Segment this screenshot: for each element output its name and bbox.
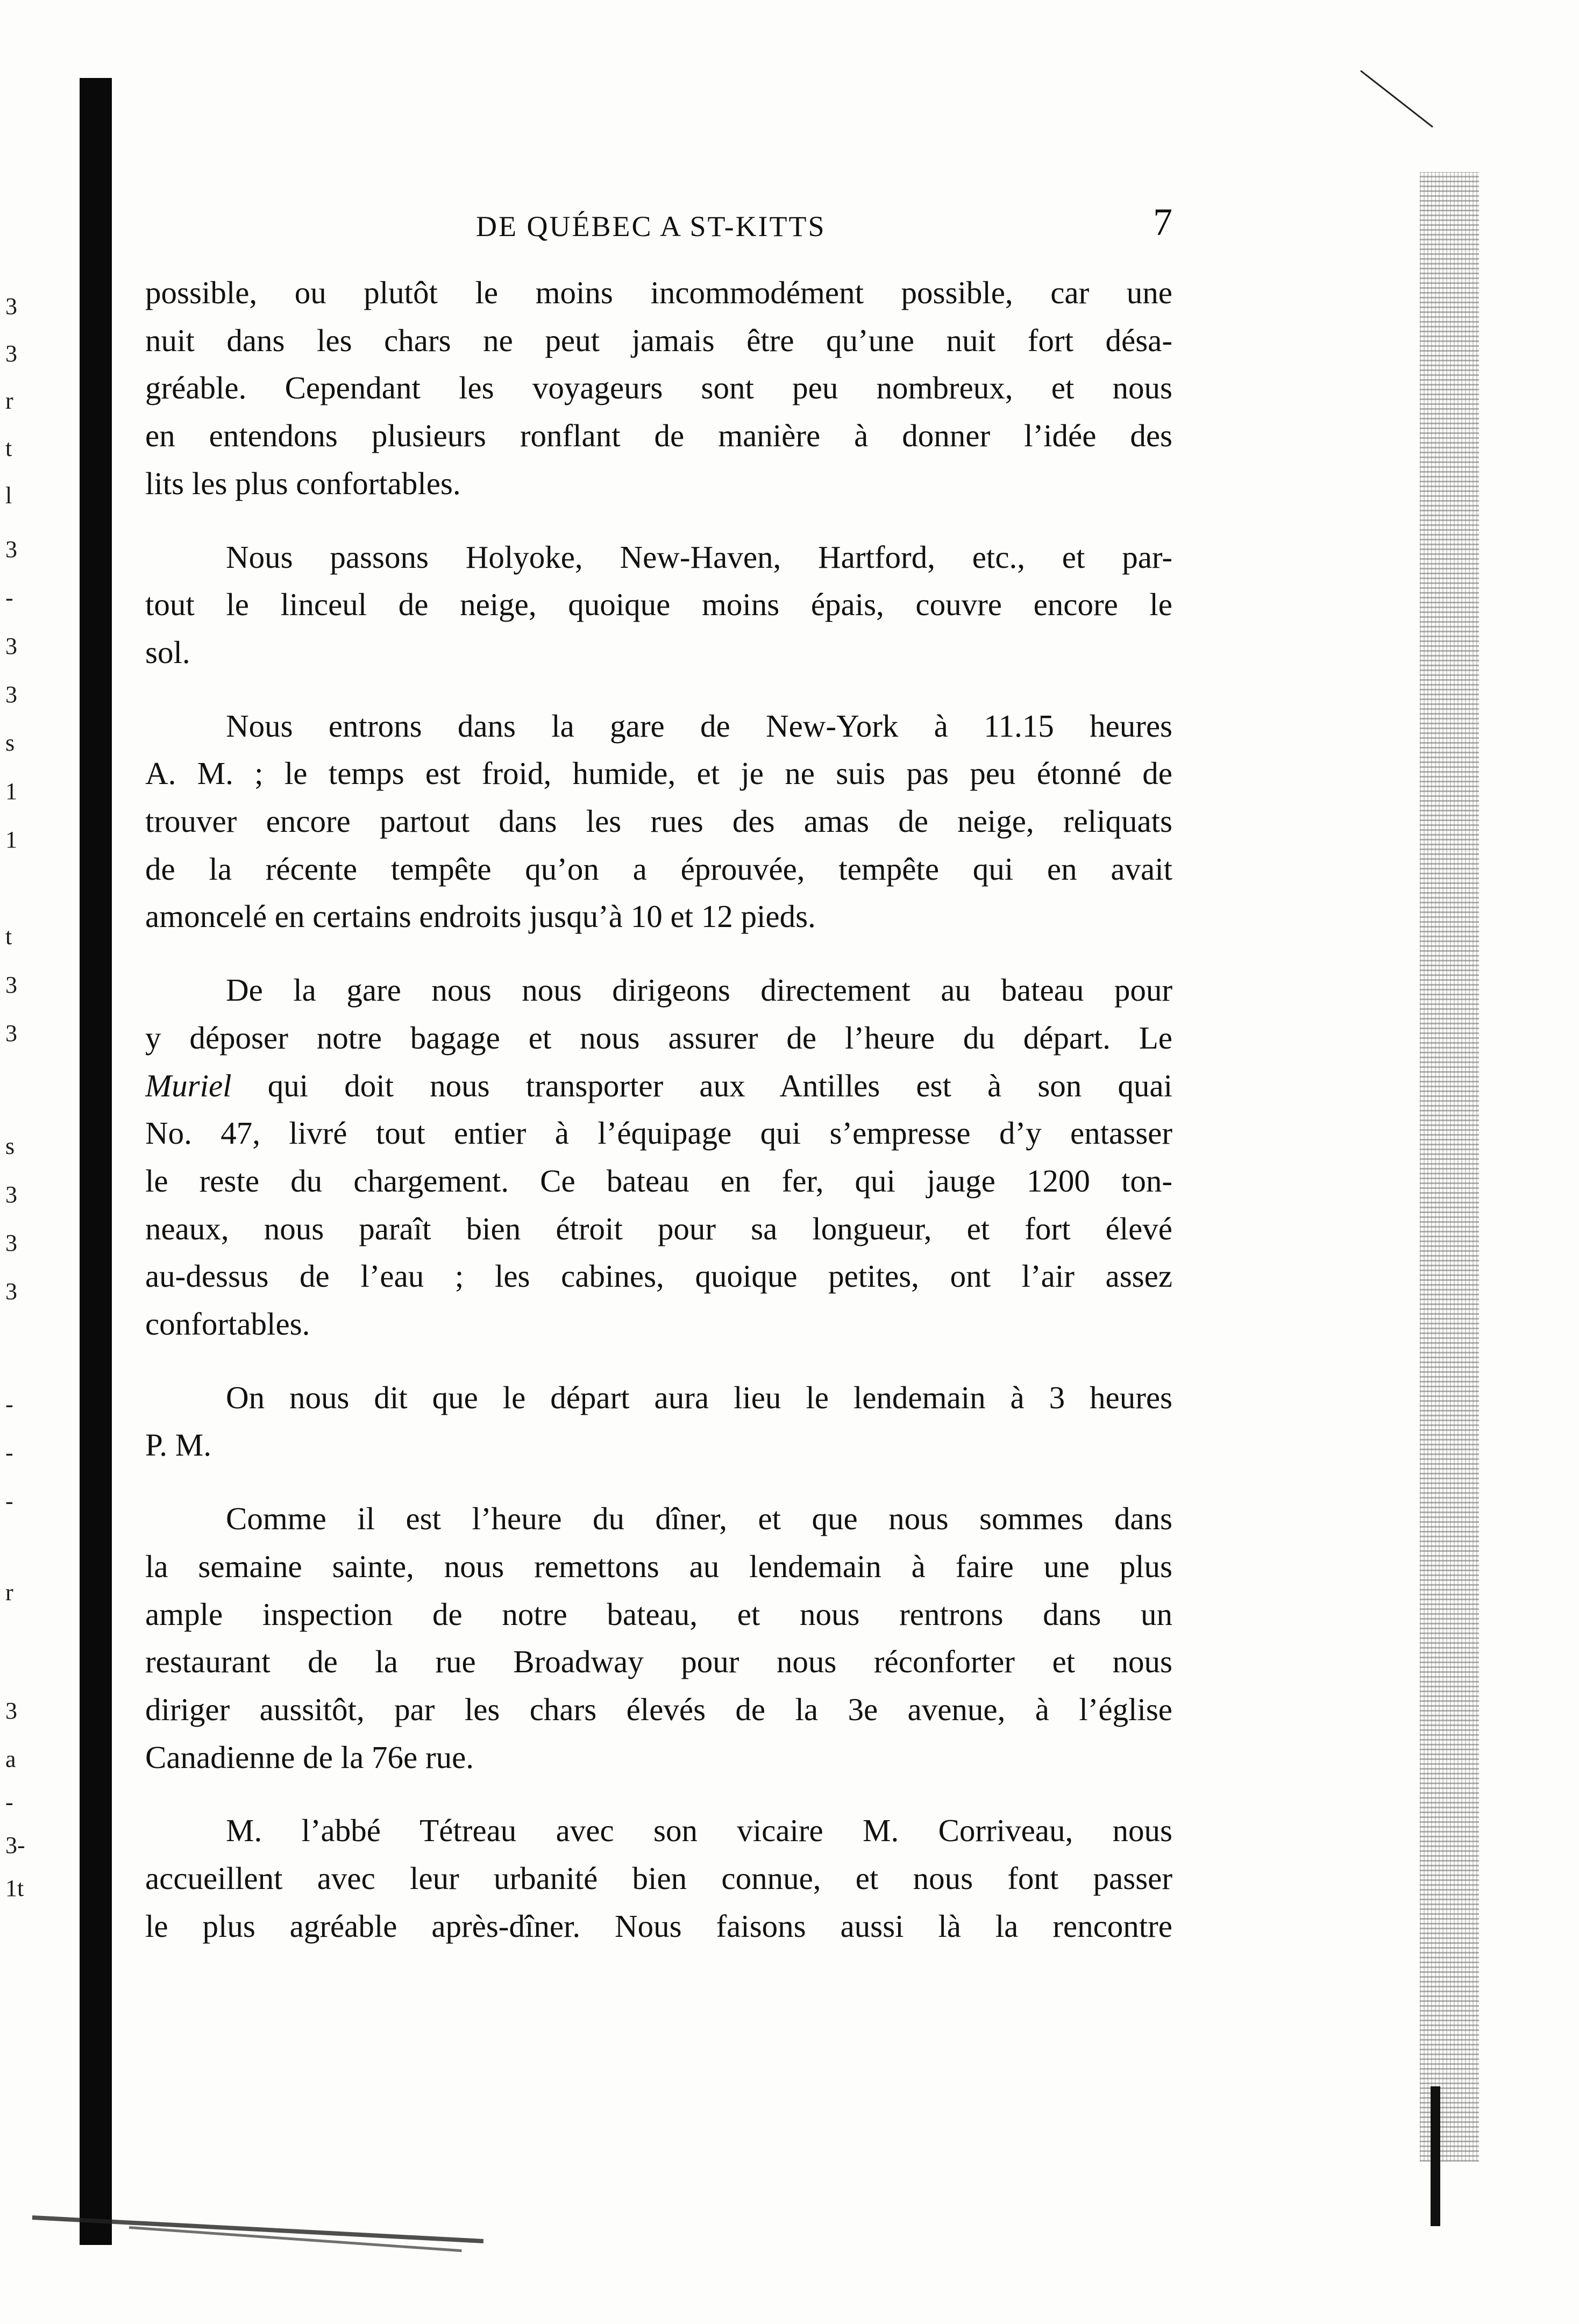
text-line: diriger aussitôt, par les chars élevés de la 3e avenue, à l’église bbox=[145, 1691, 1172, 1727]
corner-scratch bbox=[1360, 70, 1433, 127]
text-line: confortables. bbox=[145, 1306, 310, 1342]
page-header bbox=[145, 200, 1172, 243]
facing-page-edge bbox=[1420, 172, 1479, 2162]
text-line: accueillent avec leur urbanité bien connue, et nous font passer bbox=[145, 1860, 1172, 1897]
margin-bleed-char: 3 bbox=[5, 1020, 17, 1046]
text-line: tout le linceul de neige, quoique moins épais, couvre encore le bbox=[145, 587, 1172, 623]
margin-bleed-char: s bbox=[5, 1133, 15, 1159]
margin-bleed-char: 3 bbox=[5, 1698, 17, 1724]
margin-bleed-char: 3 bbox=[5, 1230, 17, 1256]
text-line: M. l’abbé Tétreau avec son vicaire M. Corriveau, nous bbox=[226, 1813, 1172, 1849]
text-line: P. M. bbox=[145, 1427, 211, 1463]
text-line: ample inspection de notre bateau, et nous rentrons dans un bbox=[145, 1596, 1172, 1632]
text-line: lits les plus confortables. bbox=[145, 465, 461, 501]
margin-bleed-char: 3 bbox=[5, 633, 17, 659]
margin-bleed-char: l bbox=[5, 482, 12, 509]
margin-bleed-char: 3 bbox=[5, 1278, 17, 1304]
margin-bleed-char: a bbox=[5, 1746, 16, 1772]
text-line: A. M. ; le temps est froid, humide, et je ne suis pas peu étonné de bbox=[145, 755, 1172, 792]
margin-bleed-char: t bbox=[5, 923, 12, 950]
text-line: la semaine sainte, nous remettons au lendemain à faire une plus bbox=[145, 1548, 1172, 1584]
margin-bleed-char: - bbox=[5, 584, 13, 611]
paragraph bbox=[145, 1807, 1172, 1950]
paragraph bbox=[145, 1374, 1172, 1469]
paragraph bbox=[145, 269, 1172, 508]
margin-bleed-char: 3 bbox=[5, 681, 17, 708]
margin-bleed-char: 3 bbox=[5, 536, 17, 562]
text-line: le plus agréable après-dîner. Nous faisons aussi là la rencontre bbox=[145, 1908, 1172, 1944]
text-line: Comme il est l’heure du dîner, et que nous sommes dans bbox=[226, 1501, 1172, 1537]
margin-bleed-char: - bbox=[5, 1488, 13, 1514]
margin-bleed-char: 3 bbox=[5, 972, 17, 998]
text-line: trouver encore partout dans les rues des amas de neige, reliquats bbox=[145, 803, 1172, 839]
text-line: gréable. Cependant les voyageurs sont peu nombreux, et nous bbox=[145, 370, 1172, 406]
margin-bleed-char: 1 bbox=[5, 826, 17, 853]
text-line: au-dessus de l’eau ; les cabines, quoique petites, ont l’air assez bbox=[145, 1258, 1172, 1294]
paragraph bbox=[145, 533, 1172, 676]
margin-bleed-char: r bbox=[5, 388, 13, 414]
text-line: On nous dit que le départ aura lieu le lendemain à 3 heures bbox=[226, 1379, 1172, 1415]
text-line: amoncelé en certains endroits jusqu’à 10 et 12 pieds. bbox=[145, 899, 816, 935]
text-line: nuit dans les chars ne peut jamais être qu’une nuit fort désa- bbox=[145, 322, 1172, 358]
margin-bleed-char: - bbox=[5, 1391, 13, 1417]
margin-bleed-char: r bbox=[5, 1579, 13, 1606]
paragraph bbox=[145, 702, 1172, 941]
text-line: restaurant de la rue Broadway pour nous réconforter et nous bbox=[145, 1644, 1172, 1680]
page-number: 7 bbox=[1153, 201, 1172, 244]
body-text bbox=[145, 269, 1172, 1976]
margin-bleed-char: 1 bbox=[5, 778, 17, 804]
margin-bleed-char: s bbox=[5, 730, 15, 756]
text-line: possible, ou plutôt le moins incommodément possible, car une bbox=[145, 275, 1172, 310]
running-title: DE QUÉBEC A ST-KITTS bbox=[476, 210, 826, 243]
text-line: Canadienne de la 76e rue. bbox=[145, 1739, 474, 1775]
text-line-remainder: qui doit nous transporter aux Antilles est à son quai bbox=[267, 1067, 1172, 1103]
margin-bleed-char: 3 bbox=[5, 293, 17, 319]
text-line: neaux, nous paraît bien étroit pour sa longueur, et fort élevé bbox=[145, 1210, 1172, 1246]
facing-page-edge-bar bbox=[1431, 2086, 1440, 2226]
text-line: sol. bbox=[145, 634, 190, 670]
text-line: le reste du chargement. Ce bateau en fer, qui jauge 1200 ton- bbox=[145, 1163, 1172, 1199]
margin-bleed-char: - bbox=[5, 1439, 13, 1466]
paragraph bbox=[145, 1495, 1172, 1781]
margin-bleed-char: 3 bbox=[5, 1181, 17, 1208]
text-line: de la récente tempête qu’on a éprouvée, tempête qui en avait bbox=[145, 851, 1172, 887]
text-line-with-ship-name bbox=[145, 1062, 1172, 1110]
text-line: Nous passons Holyoke, New-Haven, Hartford, etc., et par- bbox=[226, 539, 1172, 575]
text-line: y déposer notre bagage et nous assurer de l’heure du départ. Le bbox=[145, 1020, 1172, 1056]
margin-bleed-char: 3 bbox=[5, 340, 17, 367]
ship-name: Muriel bbox=[145, 1067, 232, 1103]
text-line: De la gare nous nous dirigeons directement au bateau pour bbox=[226, 972, 1172, 1008]
text-line: No. 47, livré tout entier à l’équipage qui s’empresse d’y entasser bbox=[145, 1115, 1172, 1151]
margin-bleed-char: 1t bbox=[5, 1875, 24, 1901]
text-line: Nous entrons dans la gare de New-York à 11.15 heures bbox=[226, 708, 1172, 744]
margin-bleed-char: - bbox=[5, 1789, 13, 1815]
binding-shadow bbox=[80, 78, 112, 2245]
text-line: en entendons plusieurs ronflant de manière à donner l’idée des bbox=[145, 418, 1172, 454]
margin-bleed-char: t bbox=[5, 435, 12, 461]
paragraph bbox=[145, 966, 1172, 1348]
margin-bleed-char: 3- bbox=[5, 1832, 25, 1858]
